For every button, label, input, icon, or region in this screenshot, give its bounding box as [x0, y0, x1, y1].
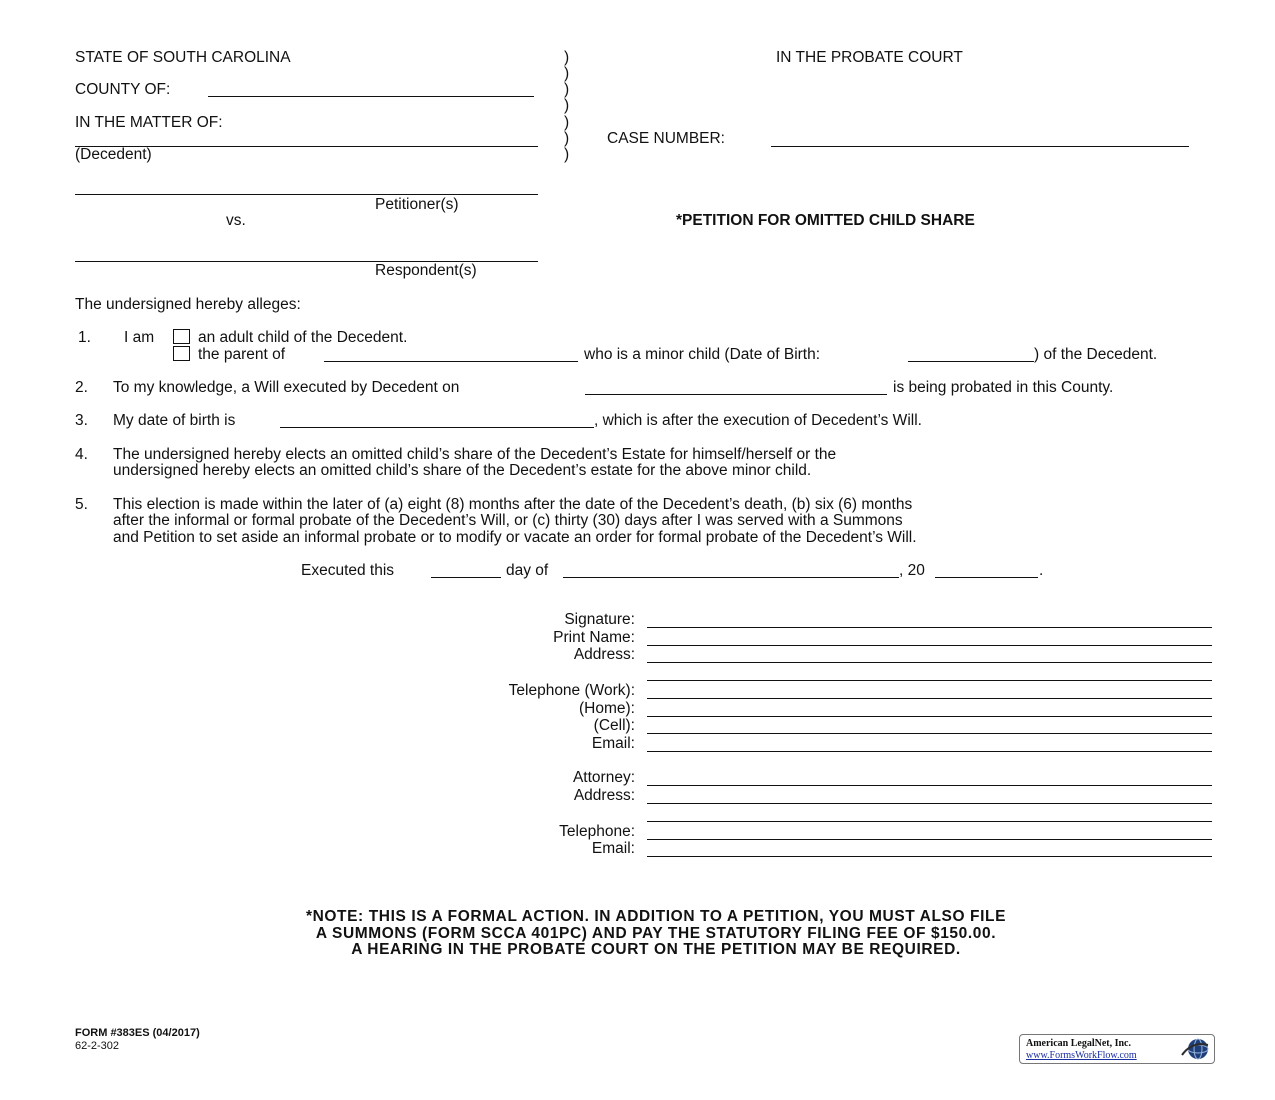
- minor-child-dob-field[interactable]: [908, 361, 1034, 362]
- signature-field[interactable]: [647, 627, 1212, 628]
- attorney-telephone-field[interactable]: [647, 839, 1212, 840]
- telephone-home-field[interactable]: [647, 716, 1212, 717]
- globe-icon: [1178, 1037, 1212, 1061]
- item3-text: My date of birth is: [113, 412, 236, 429]
- day-of-text: day of: [506, 562, 549, 579]
- form-title: *PETITION FOR OMITTED CHILD SHARE: [676, 212, 975, 229]
- item4-line1: The undersigned hereby elects an omitted child’s share of the Decedent’s Estate for himself/herself or the: [113, 446, 837, 463]
- note-line2: A SUMMONS (FORM SCCA 401PC) AND PAY THE STATUTORY FILING FEE OF $150.00.: [315, 925, 997, 942]
- attorney-address-label: Address:: [573, 787, 635, 804]
- print-name-label: Print Name:: [553, 629, 635, 646]
- court-heading: IN THE PROBATE COURT: [776, 49, 963, 66]
- print-name-field[interactable]: [647, 645, 1212, 646]
- vs-label: vs.: [226, 212, 246, 229]
- item4-line2: undersigned hereby elects an omitted child’s share of the Decedent’s estate for the above minor child.: [113, 462, 812, 479]
- logo-name: American LegalNet, Inc.: [1026, 1038, 1131, 1049]
- attorney-label: Attorney:: [572, 769, 635, 786]
- adult-child-checkbox[interactable]: [173, 329, 190, 344]
- adult-child-label: an adult child of the Decedent.: [198, 329, 408, 346]
- minor-child-name-field[interactable]: [324, 361, 578, 362]
- case-number-field[interactable]: [771, 146, 1189, 147]
- attorney-address-field-line2[interactable]: [647, 821, 1212, 822]
- logo-url[interactable]: www.FormsWorkFlow.com: [1026, 1050, 1137, 1061]
- attorney-email-field[interactable]: [647, 856, 1212, 857]
- note-line3: A HEARING IN THE PROBATE COURT ON THE PETITION MAY BE REQUIRED.: [351, 941, 961, 958]
- executed-year-field[interactable]: [935, 577, 1038, 578]
- caption-paren: ): [564, 81, 570, 98]
- parent-label: the parent of: [198, 346, 286, 363]
- caption-paren: ): [564, 65, 570, 82]
- item-number: 4.: [75, 446, 88, 463]
- publisher-logo: [1019, 1034, 1215, 1064]
- telephone-home-label: (Home):: [579, 700, 635, 717]
- decedent-label: (Decedent): [75, 146, 152, 163]
- item2-text: To my knowledge, a Will executed by Decedent on: [113, 379, 460, 396]
- of-decedent-text: ) of the Decedent.: [1034, 346, 1158, 363]
- parent-checkbox[interactable]: [173, 346, 190, 361]
- parent-option[interactable]: [173, 346, 285, 364]
- item-number: 3.: [75, 412, 88, 429]
- note-line1: *NOTE: THIS IS A FORMAL ACTION. IN ADDITION TO A PETITION, YOU MUST ALSO FILE: [305, 908, 1007, 925]
- item5-line1: This election is made within the later of (a) eight (8) months after the date of the Decedent’s death, (b) six (6) months: [113, 496, 913, 513]
- item3-text-end: , which is after the execution of Decedent’s Will.: [594, 412, 922, 429]
- caption-paren: ): [564, 146, 570, 163]
- birth-date-field[interactable]: [280, 427, 594, 428]
- will-date-field[interactable]: [585, 394, 887, 395]
- county-field[interactable]: [208, 96, 534, 97]
- email-field[interactable]: [647, 751, 1212, 752]
- item-number: 1.: [78, 329, 91, 346]
- matter-label: IN THE MATTER OF:: [75, 114, 223, 131]
- caption-paren: ): [564, 97, 570, 114]
- county-label: COUNTY OF:: [75, 81, 171, 98]
- telephone-work-label: Telephone (Work):: [508, 682, 635, 699]
- petitioner-label: Petitioner(s): [375, 196, 459, 213]
- adult-child-option[interactable]: [173, 329, 407, 347]
- telephone-cell-field[interactable]: [647, 733, 1212, 734]
- minor-child-text: who is a minor child (Date of Birth:: [584, 346, 821, 363]
- form-number: FORM #383ES (04/2017): [75, 1027, 200, 1039]
- state-heading: STATE OF SOUTH CAROLINA: [75, 49, 291, 66]
- executed-end: .: [1039, 562, 1044, 579]
- statute-number: 62-2-302: [75, 1040, 120, 1052]
- executed-text: Executed this: [301, 562, 395, 579]
- caption-paren: ): [564, 114, 570, 131]
- telephone-cell-label: (Cell):: [593, 717, 635, 734]
- address-label: Address:: [573, 646, 635, 663]
- intro-text: The undersigned hereby alleges:: [75, 296, 301, 313]
- attorney-email-label: Email:: [591, 840, 635, 857]
- email-label: Email:: [591, 735, 635, 752]
- i-am-text: I am: [124, 329, 155, 346]
- case-number-label: CASE NUMBER:: [607, 130, 725, 147]
- signature-label: Signature:: [564, 611, 635, 628]
- attorney-telephone-label: Telephone:: [559, 823, 635, 840]
- respondent-label: Respondent(s): [375, 262, 477, 279]
- item5-line2: after the informal or formal probate of the Decedent’s Will, or (c) thirty (30) days after I was served with a Summons: [113, 512, 903, 529]
- attorney-address-field[interactable]: [647, 803, 1212, 804]
- item5-line3: and Petition to set aside an informal probate or to modify or vacate an order for formal probate of the Decedent’s Will.: [113, 529, 917, 546]
- executed-day-field[interactable]: [431, 577, 501, 578]
- petitioner-field[interactable]: [75, 194, 538, 195]
- caption-paren: ): [564, 49, 570, 66]
- item2-text-end: is being probated in this County.: [893, 379, 1114, 396]
- attorney-field[interactable]: [647, 785, 1212, 786]
- address-field[interactable]: [647, 662, 1212, 663]
- item-number: 5.: [75, 496, 88, 513]
- year-prefix-text: , 20: [899, 562, 925, 579]
- executed-month-field[interactable]: [563, 577, 899, 578]
- caption-paren: ): [564, 130, 570, 147]
- telephone-work-field[interactable]: [647, 698, 1212, 699]
- address-field-line2[interactable]: [647, 680, 1212, 681]
- item-number: 2.: [75, 379, 88, 396]
